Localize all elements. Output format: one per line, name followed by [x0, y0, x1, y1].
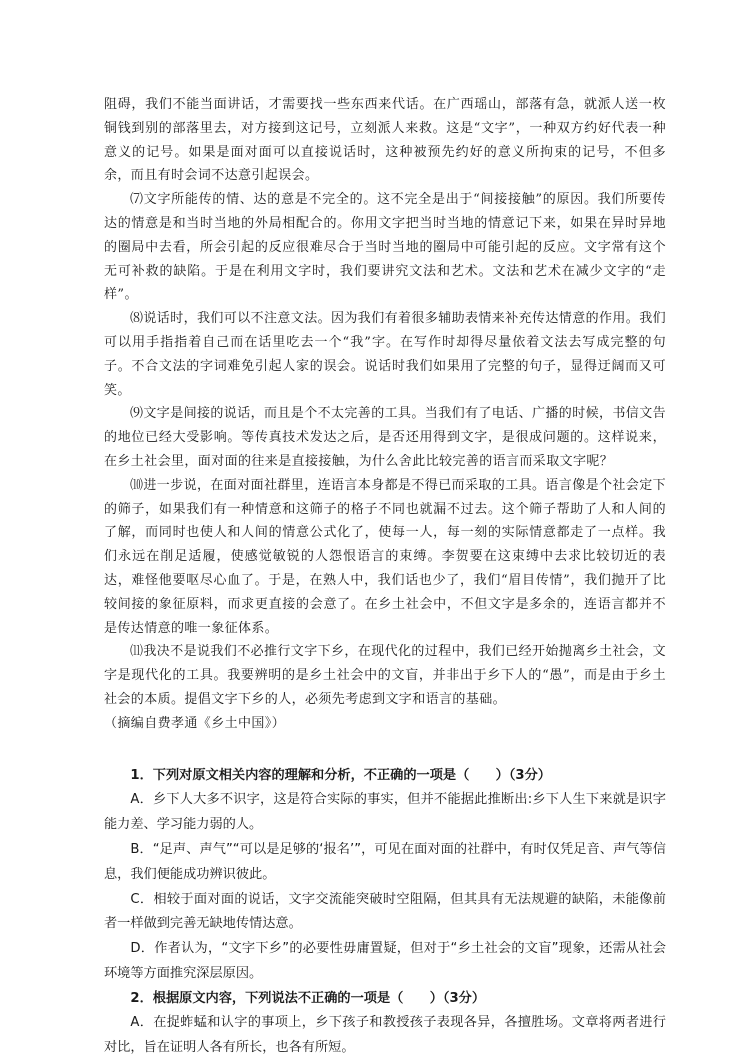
question-1-option-d: D．作者认为，“文字下乡”的必要性毋庸置疑，但对于“乡土社会的文盲”现象，还需从社会环境等方面推究深层原因。: [104, 941, 666, 981]
passage-paragraph-continued: 阻碍，我们不能当面讲话，才需要找一些东西来代话。在广西瑶山，部落有急，就派人送一枚铜钱到别的部落里去，对方接到这记号，立刻派人来救。这是“文字”，一种双方约好代表一种意义的记号。如果是面对面可以直接说话时，这种被预先约好的意义所拘束的记号，不但多余，而且有时会词不达意引起误会。: [104, 97, 666, 184]
question-1-option-b: B．“足声、声气”“可以是足够的‘报名’”，可见在面对面的社群中，有时仅凭足音、声气等信息，我们便能成功辨识彼此。: [104, 841, 666, 882]
passage-paragraph-11: ⑾我决不是说我们不必推行文字下乡，在现代化的过程中，我们已经开始抛离乡土社会，文字是现代化的工具。我要辨明的是乡土社会中的文盲，并非出于乡下人的“愚”，而是由于乡土社会的本质。提倡文字下乡的人，必须先考虑到文字和语言的基础。: [104, 644, 667, 707]
question-2-option-a: A．在捉蚱蜢和认字的事项上，乡下孩子和教授孩子表现各异，各擅胜场。文章将两者进行对比，旨在证明人各有所长，也各有所短。: [104, 1015, 666, 1056]
passage-paragraph-8: ⑻说话时，我们可以不注意文法。因为我们有着很多辅助表情来补充传达情意的作用。我们可以用手指指着自己而在话里吃去一个“我”字。在写作时却得尽量依着文法去写成完整的句子。不合文法的字词难免引起人家的误会。说话时我们如果用了完整的句子，显得迂阔而又可笑。: [104, 311, 667, 398]
reading-passage: [104, 93, 666, 736]
question-2-title: 2．根据原文内容，下列说法不正确的一项是（ ）（3分）: [130, 990, 486, 1006]
question-1-title: 1．下列对原文相关内容的理解和分析，不正确的一项是（ ）（3分）: [130, 767, 551, 783]
passage-paragraph-10: ⑽进一步说，在面对面社群里，连语言本身都是不得已而采取的工具。语言像是个社会定下的筛子，如果我们有一种情意和这筛子的格子不同也就漏不过去。这个筛子帮助了人和人间的了解，而同时也使人和人间的情意公式化了，使每一人，每一刻的实际情意都走了一点样。我们永远在削足适履，使感觉敏锐的人怨恨语言的束缚。李贺要在这束缚中去求比较切近的表达，难怪他要呕尽心血了。于是，在熟人中，我们话也少了，我们“眉目传情”，我们抛开了比较间接的象征原料，而求更直接的会意了。在乡土社会中，不但文字是多余的，连语言都并不是传达情意的唯一象征体系。: [104, 477, 667, 636]
question-1-option-c: C．相较于面对面的说话，文字交流能突破时空阻隔，但其具有无法规避的缺陷，未能像前者一样做到完善无缺地传情达意。: [104, 891, 666, 932]
question-1-option-a: A．乡下人大多不识字，这是符合实际的事实，但并不能据此推断出:乡下人生下来就是识字能力差、学习能力弱的人。: [104, 792, 666, 833]
page-content: [104, 93, 666, 1061]
passage-paragraph-7: ⑺文字所能传的情、达的意是不完全的。这不完全是出于“间接接触”的原因。我们所要传达的情意是和当时当地的外局相配合的。你用文字把当时当地的情意记下来，如果在异时异地的圈局中去看，所会引起的反应很难尽合于当时当地的圈局中可能引起的反应。文字常有这个无可补救的缺陷。于是在利用文字时，我们要讲究文法和艺术。文法和艺术在减少文字的“走样”。: [104, 192, 666, 303]
passage-source: （摘编自费孝通《乡土中国》）: [104, 715, 286, 731]
passage-paragraph-9: ⑼文字是间接的说话，而且是个不太完善的工具。当我们有了电话、广播的时候，书信文告的地位已经大受影响。等传真技术发达之后，是否还用得到文字，是很成问题的。这样说来，在乡土社会里，面对面的往来是直接接触，为什么舍此比较完善的语言而采取文字呢？: [104, 406, 667, 469]
questions-section: [104, 764, 666, 1061]
